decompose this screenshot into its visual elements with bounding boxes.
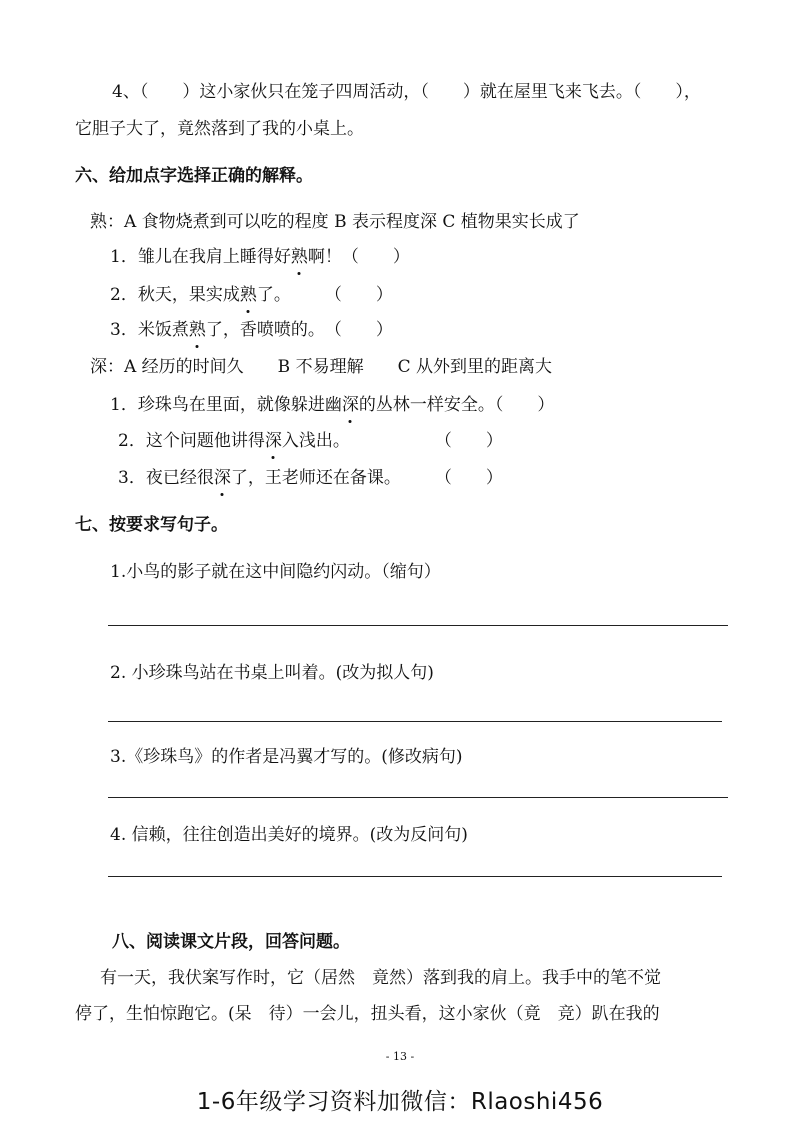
shen-item-2: 2．这个问题他讲得深入浅出。 （ ） xyxy=(118,431,503,451)
page-number: - 13 - xyxy=(385,1050,415,1063)
answer-line[interactable] xyxy=(108,876,722,877)
answer-line[interactable] xyxy=(108,797,728,798)
dotted-char: 熟 xyxy=(239,285,257,305)
dotted-char: 熟 xyxy=(188,320,206,340)
s7-item-2: 2. 小珍珠鸟站在书桌上叫着。(改为拟人句) xyxy=(110,663,434,683)
shen-item-3: 3．夜已经很深了，王老师还在备课。 （ ） xyxy=(118,468,503,488)
dotted-char: 深 xyxy=(213,468,231,488)
s7-item-4: 4. 信赖，往往创造出美好的境界。(改为反问句) xyxy=(110,825,468,845)
shu-definitions: 熟：A 食物烧煮到可以吃的程度 B 表示程度深 C 植物果实长成了 xyxy=(90,212,580,232)
shu-item-3: 3．米饭煮熟了，香喷喷的。 （ ） xyxy=(110,320,393,340)
dotted-char: 深 xyxy=(264,431,282,451)
shen-item-1: 1．珍珠鸟在里面，就像躲进幽深的丛林一样安全。（ ） xyxy=(110,395,555,415)
dotted-char: 熟 xyxy=(290,247,308,267)
answer-line[interactable] xyxy=(108,625,728,626)
s7-item-1: 1.小鸟的影子就在这中间隐约闪动。（缩句） xyxy=(110,562,441,582)
footer-text: 1-6年级学习资料加微信：Rlaoshi456 xyxy=(196,1089,604,1115)
shu-item-2: 2．秋天，果实成熟了。 （ ） xyxy=(110,285,393,305)
q4-line2: 它胆子大了，竟然落到了我的小桌上。 xyxy=(75,119,364,139)
s7-item-3: 3.《珍珠鸟》的作者是冯翼才写的。(修改病句) xyxy=(110,747,463,767)
shu-item-1: 1．雏儿在我肩上睡得好熟啊！（ ） xyxy=(110,247,410,267)
q4-line1: 4、（ ）这小家伙只在笼子四周活动，（ ）就在屋里飞来飞去。（ ）， xyxy=(112,82,701,102)
dotted-char: 深 xyxy=(341,395,359,415)
answer-line[interactable] xyxy=(108,721,722,722)
passage-line-1: 有一天，我伏案写作时，它（居然 竟然）落到我的肩上。我手中的笔不觉 xyxy=(100,968,661,988)
passage-line-2: 停了，生怕惊跑它。(呆 待）一会儿，扭头看，这小家伙（竟 竞）趴在我的 xyxy=(75,1004,660,1024)
section7-title: 七、按要求写句子。 xyxy=(75,515,228,535)
shen-definitions: 深：A 经历的时间久 B 不易理解 C 从外到里的距离大 xyxy=(90,357,552,377)
section8-title: 八、阅读课文片段，回答问题。 xyxy=(112,932,350,952)
section6-title: 六、给加点字选择正确的解释。 xyxy=(75,166,313,186)
